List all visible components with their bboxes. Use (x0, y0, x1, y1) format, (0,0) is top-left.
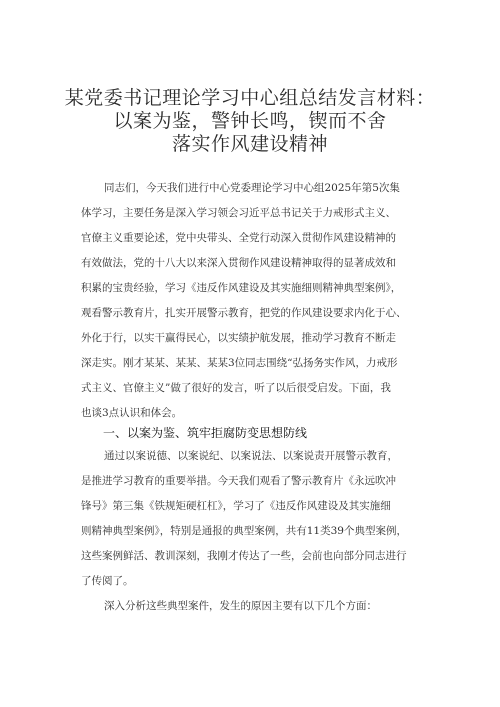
paragraph-1-line: 观看警示教育片，扎实开展警示教育，把党的作风建设要求内化于心、 (81, 307, 407, 319)
paragraph-2-line: 了传阅了。 (81, 575, 134, 587)
paragraph-1-line: 体学习，主要任务是深入学习领会习近平总书记关于力戒形式主义、 (81, 207, 396, 219)
paragraph-3-line: 深入分析这些典型案件，发生的原因主要有以下几个方面： (104, 600, 377, 612)
paragraph-1-line: 积累的宝贵经验，学习《违反作风建设及其实施细则精神典型案例》， (81, 282, 402, 294)
paragraph-2-line: 这些案例鲜活、教训深刻，我刚才传达了一些，会前也向部分同志进行 (81, 550, 407, 562)
paragraph-1-line: 深走实。刚才某某、某某、某某3位同志围绕“弘扬务实作风，力戒形 (81, 357, 398, 369)
section-heading: 一、以案为鉴、筑牢拒腐防变思想防线 (103, 426, 308, 440)
paragraph-1-line: 有效做法，党的十八大以来深入贯彻作风建设精神取得的显著成效和 (81, 257, 396, 269)
paragraph-1-line: 式主义、官僚主义”做了很好的发言，听了以后很受启发。下面，我 (81, 382, 391, 394)
paragraph-1-line: 也谈3点认识和体会。 (81, 407, 183, 419)
document-title-line-3: 落实作风建设精神 (171, 133, 328, 155)
paragraph-1-line: 官僚主义重要论述，党中央带头、全党行动深入贯彻作风建设精神的 (81, 232, 396, 244)
paragraph-2-line: 则精神典型案例》，特别是通报的典型案例，共有11类39个典型案例， (81, 525, 407, 537)
paragraph-2-line: 是推进学习教育的重要举措。今天我们观看了警示教育片《永远吹冲 (81, 475, 396, 487)
document-title-line-2: 以案为鉴，警钟长鸣，锲而不舍 (113, 110, 387, 132)
paragraph-2-line: 锋号》第三集《铁规矩硬杠杠》，学习了《违反作风建设及其实施细 (81, 500, 391, 512)
paragraph-2-line: 通过以案说德、以案说纪、以案说法、以案说责开展警示教育， (104, 450, 398, 462)
paragraph-1-line: 同志们，今天我们进行中心党委理论学习中心组2025年第5次集 (104, 182, 400, 194)
document-title-line-1: 某党委书记理论学习中心组总结发言材料： (64, 87, 436, 109)
paragraph-1-line: 外化于行，以实干赢得民心，以实绩护航发展，推动学习教育不断走 (81, 332, 396, 344)
